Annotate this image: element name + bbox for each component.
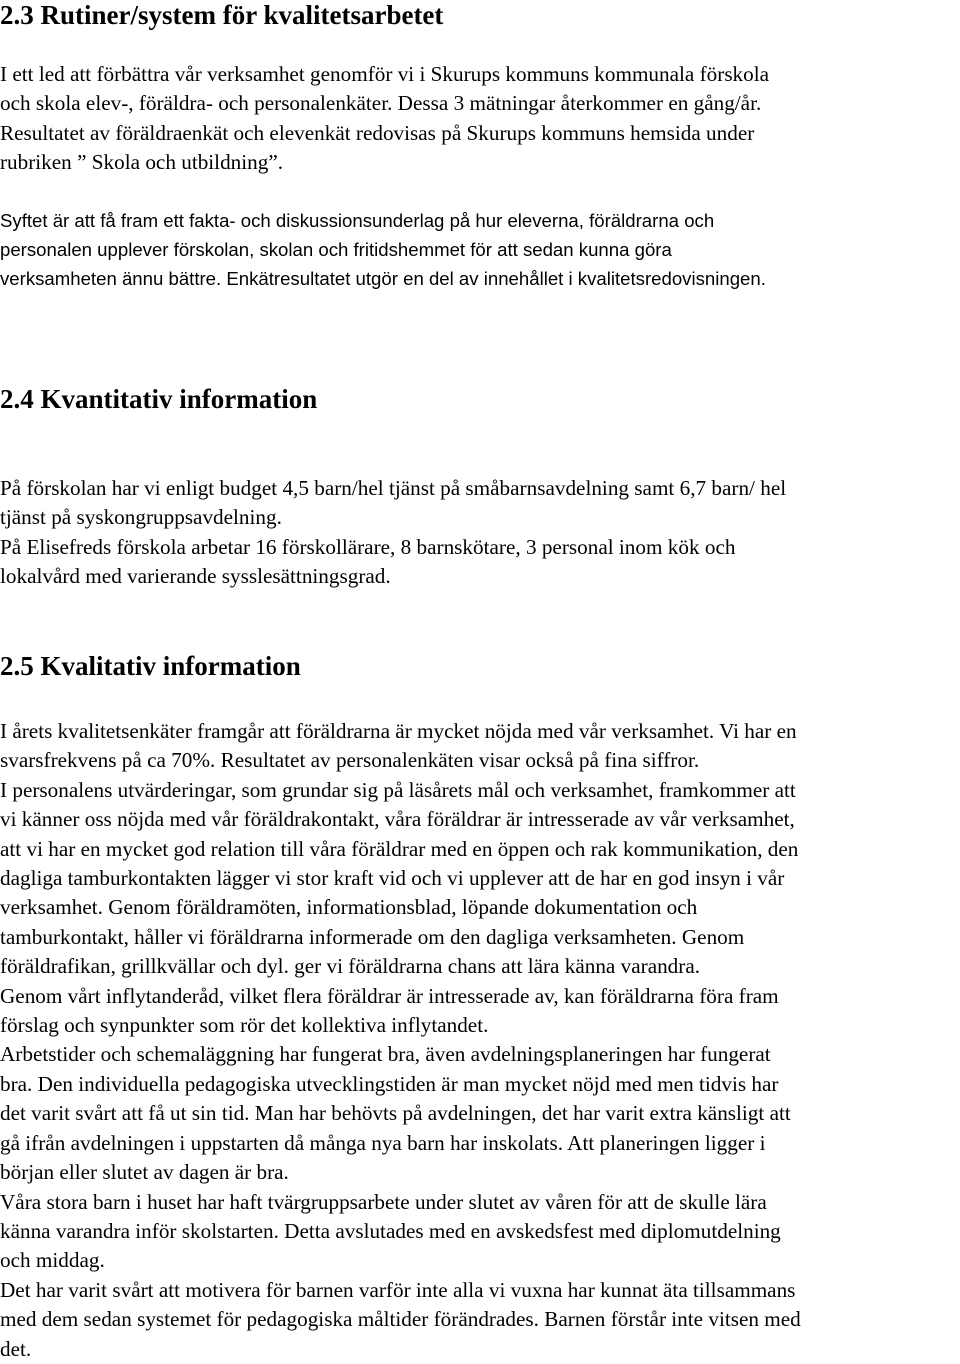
- text-line: att vi har en mycket god relation till våra föräldrar med en öppen och rak kommunikation, den: [0, 836, 799, 861]
- text-line: tjänst på syskongruppsavdelning.: [0, 505, 282, 530]
- text-line: och middag.: [0, 1248, 105, 1273]
- text-line: Arbetstider och schemaläggning har fungerat bra, även avdelningsplaneringen har fungerat: [0, 1042, 771, 1067]
- text-line: det.: [0, 1336, 32, 1361]
- text-line: föräldrafikan, grillkvällar och dyl. ger vi föräldrarna chans att lära känna varandra.: [0, 954, 701, 979]
- text-line: gå ifrån avdelningen i uppstarten då många nya barn har inskolats. Att planeringen ligger i: [0, 1130, 766, 1155]
- text-line: Resultatet av föräldraenkät och elevenkät redovisas på Skurups kommuns hemsida under: [0, 120, 755, 145]
- text-line: verksamheten ännu bättre. Enkätresultatet utgör en del av innehållet i kvalitetsredovisningen.: [0, 268, 766, 289]
- text-line: känna varandra inför skolstarten. Detta avslutades med en avskedsfest med diplomutdelning: [0, 1218, 781, 1243]
- text-line: Genom vårt inflytanderåd, vilket flera föräldrar är intresserade av, kan föräldrarna föra fram: [0, 983, 779, 1008]
- text-line: bra. Den individuella pedagogiska utvecklingstiden är man mycket nöjd med men tidvis har: [0, 1071, 779, 1096]
- text-line: I personalens utvärderingar, som grundar sig på läsårets mål och verksamhet, framkommer att: [0, 777, 796, 802]
- text-line: Syftet är att få fram ett fakta- och diskussionsunderlag på hur eleverna, föräldrarna och: [0, 210, 715, 231]
- text-line: det varit svårt att få ut sin tid. Man har behövts på avdelningen, det har varit extra känsligt att: [0, 1101, 791, 1126]
- paragraph-2-3-purpose: [0, 206, 766, 293]
- text-line: med dem sedan systemet för pedagogiska måltider förändrades. Barnen förstår inte vitsen med: [0, 1307, 801, 1332]
- text-line: dagliga tamburkontakten lägger vi stor kraft vid och vi upplever att de har en god insyn i vår: [0, 866, 785, 891]
- text-line: Våra stora barn i huset har haft tvärgruppsarbete under slutet av våren för att de skulle lära: [0, 1189, 767, 1214]
- text-line: svarsfrekvens på ca 70%. Resultatet av personalenkäten visar också på fina siffror.: [0, 748, 700, 773]
- text-line: Det har varit svårt att motivera för barnen varför inte alla vi vuxna har kunnat äta tillsammans: [0, 1277, 796, 1302]
- text-line: I årets kvalitetsenkäter framgår att föräldrarna är mycket nöjda med vår verksamhet. Vi har en: [0, 719, 797, 743]
- paragraph-2-4: [0, 474, 786, 592]
- text-line: I ett led att förbättra vår verksamhet genomför vi i Skurups kommuns kommunala förskola: [0, 62, 770, 86]
- text-line: På Elisefreds förskola arbetar 16 förskollärare, 8 barnskötare, 3 personal inom kök och: [0, 534, 736, 559]
- section-heading-2-4: 2.4 Kvantitativ information: [0, 384, 318, 414]
- text-line: början eller slutet av dagen är bra.: [0, 1160, 289, 1185]
- text-line: På förskolan har vi enligt budget 4,5 barn/hel tjänst på småbarnsavdelning samt 6,7 barn/ hel: [0, 476, 787, 500]
- section-heading-2-5: 2.5 Kvalitativ information: [0, 651, 301, 681]
- text-line: och skola elev-, föräldra- och personalenkäter. Dessa 3 mätningar återkommer en gång/år.: [0, 91, 762, 116]
- paragraph-2-5: [0, 717, 801, 1364]
- text-line: förslag och synpunkter som rör det kollektiva inflytandet.: [0, 1013, 489, 1038]
- text-line: rubriken ” Skola och utbildning”.: [0, 150, 284, 175]
- text-line: personalen upplever förskolan, skolan och fritidshemmet för att sedan kunna göra: [0, 239, 672, 260]
- section-heading-2-3: 2.3 Rutiner/system för kvalitetsarbetet: [0, 0, 444, 30]
- paragraph-2-3-intro: [0, 60, 769, 178]
- text-line: verksamhet. Genom föräldramöten, informationsblad, löpande dokumentation och: [0, 895, 698, 920]
- text-line: vi känner oss nöjda med vår föräldrakontakt, våra föräldrar är intresserade av vår verksamhet,: [0, 807, 795, 832]
- text-line: lokalvård med varierande sysslesättningsgrad.: [0, 564, 391, 589]
- text-line: tamburkontakt, håller vi föräldrarna informerade om den dagliga verksamheten. Genom: [0, 924, 745, 949]
